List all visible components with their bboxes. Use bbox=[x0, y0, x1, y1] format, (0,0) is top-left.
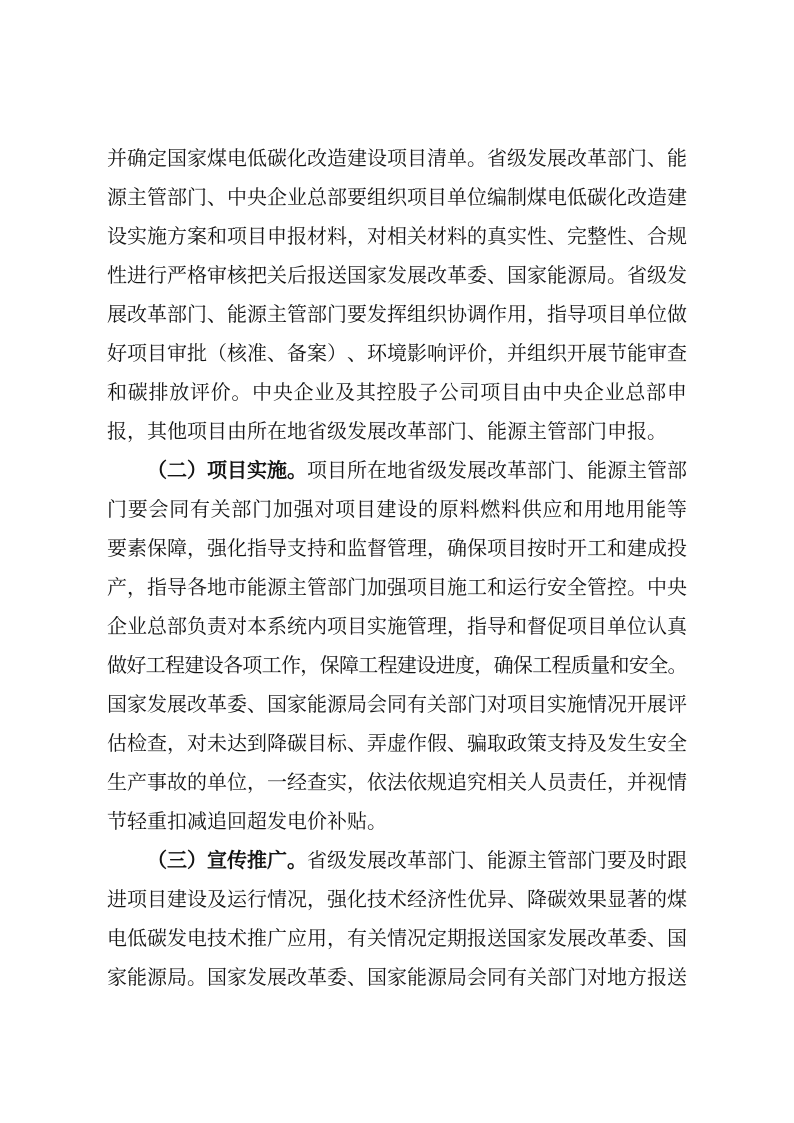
text-line: 性 进 行 严 格 审 核 把 关 后 报 送 国 家 发 展 改 革 委 、 国 家 能 源 局 。 省 级 发 bbox=[107, 264, 687, 287]
text-line: （ 三 ） 宣 传 推 广 。 省 级 发 展 改 革 部 门 、 能 源 主 管 部 门 要 及 时 跟 bbox=[147, 849, 687, 872]
text-line: 展 改 革 部 门 、 能 源 主 管 部 门 要 发 挥 组 织 协 调 作 用 ， 指 导 项 目 单 位 做 bbox=[107, 303, 687, 326]
text-line: 设 实 施 方 案 和 项 目 申 报 材 料 ， 对 相 关 材 料 的 真 实 性 、 完 整 性 、 合 规 bbox=[107, 225, 687, 248]
text-line: 估 检 查 ， 对 未 达 到 降 碳 目 标 、 弄 虚 作 假 、 骗 取 政 策 支 持 及 发 生 安 全 bbox=[107, 732, 687, 755]
text-line: 源 主 管 部 门 、 中 央 企 业 总 部 要 组 织 项 目 单 位 编 制 煤 电 低 碳 化 改 造 建 bbox=[107, 186, 687, 209]
text-line: 报 ， 其 他 项 目 由 所 在 地 省 级 发 展 改 革 部 门 、 能 源 主 管 部 门 申 报 。 bbox=[107, 420, 667, 443]
text-line: 门 要 会 同 有 关 部 门 加 强 对 项 目 建 设 的 原 料 燃 料 供 应 和 用 地 用 能 等 bbox=[107, 498, 687, 521]
text-line: 进 项 目 建 设 及 运 行 情 况 ， 强 化 技 术 经 济 性 优 异 、 降 碳 效 果 显 著 的 煤 bbox=[107, 888, 687, 911]
text-line: 电 低 碳 发 电 技 术 推 广 应 用 ， 有 关 情 况 定 期 报 送 国 家 发 展 改 革 委 、 国 bbox=[107, 927, 687, 950]
paragraph bbox=[107, 139, 687, 451]
paragraph bbox=[107, 841, 687, 997]
text-line: 好 项 目 审 批 （ 核 准 、 备 案 ） 、 环 境 影 响 评 价 ， 并 组 织 开 展 节 能 审 查 bbox=[107, 342, 687, 365]
text-line: 要 素 保 障 ， 强 化 指 导 支 持 和 监 督 管 理 ， 确 保 项 目 按 时 开 工 和 建 成 投 bbox=[107, 537, 687, 560]
text-line: 企 业 总 部 负 责 对 本 系 统 内 项 目 实 施 管 理 ， 指 导 和 督 促 项 目 单 位 认 真 bbox=[107, 615, 687, 638]
text-line: 和 碳 排 放 评 价 。 中 央 企 业 及 其 控 股 子 公 司 项 目 由 中 央 企 业 总 部 申 bbox=[107, 381, 687, 404]
text-line: 生 产 事 故 的 单 位 ， 一 经 查 实 ， 依 法 依 规 追 究 相 关 人 员 责 任 ， 并 视 情 bbox=[107, 771, 687, 794]
text-line: 节 轻 重 扣 减 追 回 超 发 电 价 补 贴 。 bbox=[107, 810, 387, 833]
paragraph bbox=[107, 451, 687, 841]
text-line: 做 好 工 程 建 设 各 项 工 作 ， 保 障 工 程 建 设 进 度 ， 确 保 工 程 质 量 和 安 全 。 bbox=[107, 654, 688, 677]
text-line: 家 能 源 局 。 国 家 发 展 改 革 委 、 国 家 能 源 局 会 同 有 关 部 门 对 地 方 报 送 bbox=[107, 966, 687, 989]
text-line: （ 二 ） 项 目 实 施 。 项 目 所 在 地 省 级 发 展 改 革 部 门 、 能 源 主 管 部 bbox=[147, 459, 687, 482]
text-line: 国 家 发 展 改 革 委 、 国 家 能 源 局 会 同 有 关 部 门 对 项 目 实 施 情 况 开 展 评 bbox=[107, 693, 687, 716]
document-body bbox=[107, 139, 687, 997]
text-line: 并 确 定 国 家 煤 电 低 碳 化 改 造 建 设 项 目 清 单 。 省 级 发 展 改 革 部 门 、 能 bbox=[107, 147, 687, 170]
text-line: 产 ， 指 导 各 地 市 能 源 主 管 部 门 加 强 项 目 施 工 和 运 行 安 全 管 控 。 中 央 bbox=[107, 576, 687, 599]
